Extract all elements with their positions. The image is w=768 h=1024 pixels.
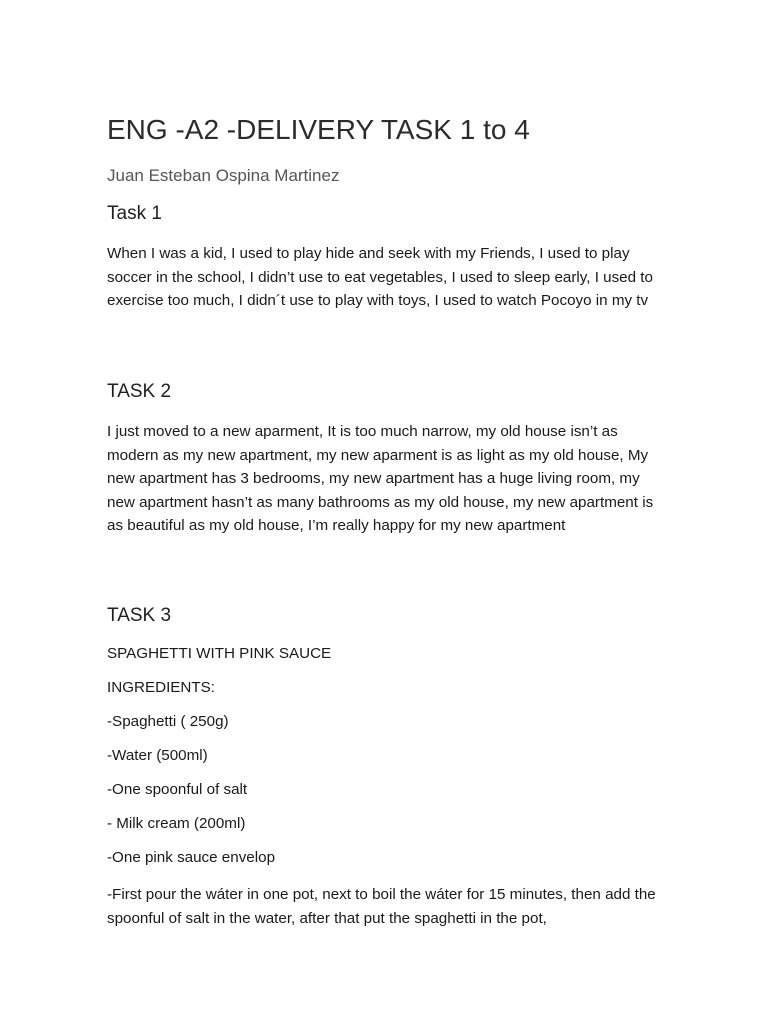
- ingredient-item: -Water (500ml): [107, 747, 208, 764]
- ingredient-item: -One spoonful of salt: [107, 781, 248, 798]
- author-name: Juan Esteban Ospina Martinez: [107, 166, 340, 185]
- ingredient-item: - Milk cream (200ml): [107, 815, 246, 832]
- task2-paragraph: I just moved to a new aparment, It is too much narrow, my old house isn’t as modern as my new apartment, my new aparment is as light as my old house, My new apartment has 3 bedrooms, my new apartment has a huge living room, my new apartment hasn’t as many bathrooms as my old house, my new apartment is as beautiful as my old house, I’m really happy for my new apartment: [107, 423, 654, 534]
- task3-heading: TASK 3: [107, 605, 172, 626]
- recipe-title: SPAGHETTI WITH PINK SAUCE: [107, 645, 332, 662]
- recipe-steps: -First pour the wáter in one pot, next to boil the wáter for 15 minutes, then add the spoonful of salt in the water, after that put the spaghetti in the pot,: [107, 886, 656, 927]
- document-title: ENG -A2 -DELIVERY TASK 1 to 4: [107, 114, 530, 145]
- ingredient-item: -One pink sauce envelop: [107, 849, 276, 866]
- task1-heading: Task 1: [107, 203, 162, 224]
- ingredients-label: INGREDIENTS:: [107, 679, 216, 696]
- task2-heading: TASK 2: [107, 381, 172, 402]
- ingredient-item: -Spaghetti ( 250g): [107, 713, 229, 730]
- task1-paragraph: When I was a kid, I used to play hide and seek with my Friends, I used to play soccer in the school, I didn’t use to eat vegetables, I used to sleep early, I used to exercise too much, I didn´t use to play with toys, I used to watch Pocoyo in my tv: [107, 245, 653, 309]
